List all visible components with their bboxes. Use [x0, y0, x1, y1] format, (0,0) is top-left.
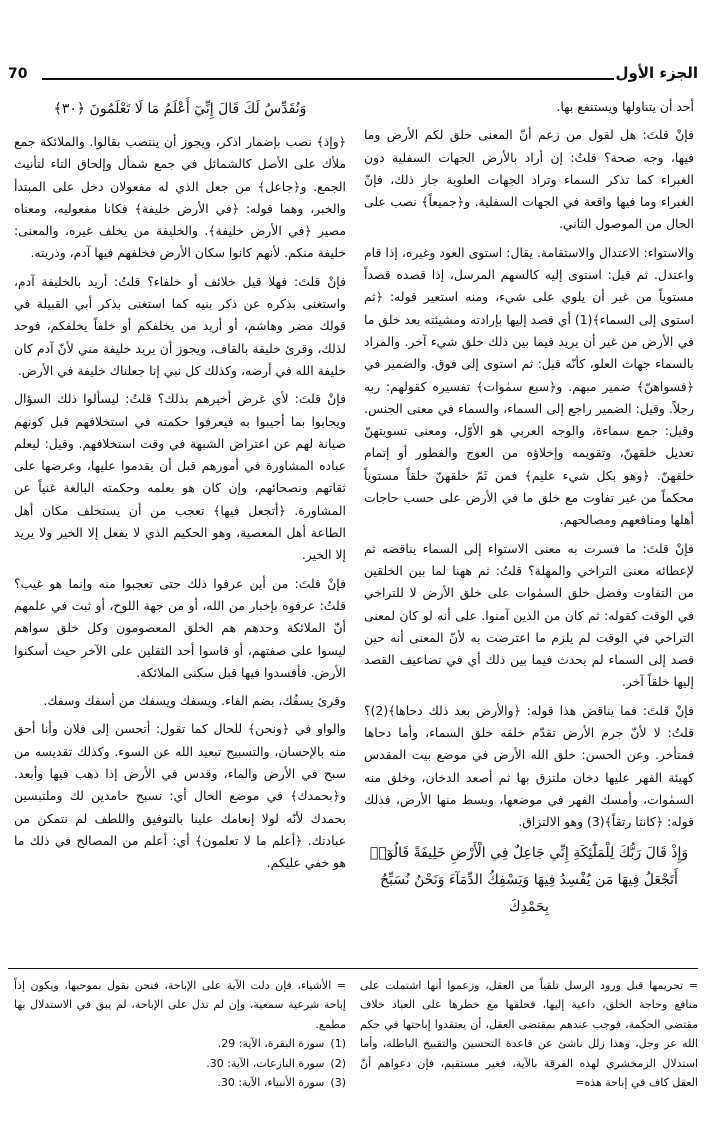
- quran-verse: وَنُقَدِّسُ لَكَ قَالَ إِنِّيٓ أَعْلَمُ مَا لَا تَعْلَمُونَ ﴿٣٠﴾: [53, 101, 307, 117]
- paragraph: فإنْ قلتَ: هل لقول من زعم أنّ المعنى خلق لكم الأرض وما فيها، وجه صحة؟ قلتُ: إن أراد بالأرض الجهات السفلية دون الغبراء كما تذكر السماء وتراد الجهات العلوية جاز ذلك، فإنّ الغبراء وما فيها واقعة في الجهات السفلية. و﴿جميعاً﴾ نصب على الحال من الموصول الثاني.: [364, 127, 694, 232]
- paragraph: فإنْ قلتَ: لأي غرض أخبرهم بذلك؟ قلتُ: ليسألوا ذلك السؤال ويجابوا بما أجيبوا به فيعرفوا حكمته في استخلافهم قبل كونهم صيانة لهم عن اعتراض الشبهة في وقت استخلافهم. وقيل: ليعلم عباده المشاورة في أمورهم قبل أن يقدموا عليها، وعرضها على ثقاتهم ونصحائهم، وإن كان هو بعلمه وحكمته البالغة غنياً عن المشاورة. ﴿أتجعل فيها﴾ تعجب من أن يستخلف مكان أهل الطاعة أهل المعصية، وهو الحكيم الذي لا يفعل إلا الخير ولا يريد إلا الخير.: [14, 391, 346, 563]
- footnote-ref-text: سورة النازعات، الآية: 30.: [206, 1056, 325, 1070]
- footnote-left: [14, 976, 346, 1092]
- paragraph: والاستواء: الاعتدال والاستقامة. يقال: استوى العود وغيره، إذا قام واعتدل. ثم قيل: استوى إليه كالسهم المرسل، إذا قصده قصداً مستوياً من غير أن يلوي على شيء، ومنه استعير قوله: ﴿ثم استوى إلى السماء﴾(1) أي قصد إليها بإرادته ومشيئته بعد خلق ما في الأرض من غير أن يريد فيما بين ذلك خلق شيء آخر. والمراد بالسماء جهات العلو، كأنّه قيل: ثم استوى إلى فوق. والضمير في ﴿فسواهنّ﴾ ضمير مبهم. و﴿سبع سمٰوات﴾ تفسيره كقولهم: ربه رجلاً. وقيل: الضمير راجع إلى السماء، والسماء في معنى الجنس. وقيل: جمع سماءة، والوجه العربي هو الأوّل، ومعنى تسويتهنّ تعديل خلقهنّ، وتقويمه وإخلاؤه من العوج والفطور أو إتمام خلقهنّ. ﴿وهو بكل شيء عليم﴾ فمن ثَمّ خلقهنّ خلقاً مستوياً محكماً من غير تفاوت مع خلق ما في الأرض على حسب حاجات أهلها ومنافعهم ومصالحهم.: [364, 244, 694, 528]
- paragraph: فإنْ قلتَ: من أين عرفوا ذلك حتى تعجبوا منه وإنما هو غيب؟ قلتُ: عرفوه بإخبار من الله، أو من جهة اللوح، أو ثبت في علمهم أنّ الملائكة وحدهم هم الخلق المعصومون وكل خلق سواهم ليسوا على صفتهم، أو قاسوا أحد الثقلين على الآخر حيث أسكنوا الأرض. فأفسدوا فيها قبل سكنى الملائكة.: [14, 575, 346, 680]
- footnote-number: (1): [330, 1037, 346, 1051]
- page-header: [8, 64, 698, 86]
- footnote-ref: [14, 1034, 346, 1053]
- paragraph: والواو في ﴿ونحن﴾ للحال كما تقول: أتحسن إلى فلان وأنا أحق منه بالإحسان، والتسبيح تبعيد الله عن السوء. وكذلك تقديسه من سبح في الأرض والماء، وقدس في الأرض إذا ذهب فيها وأبعد. و﴿بحمدك﴾ في موضع الحال أي: نسبح حامدين لك وملتبسين بحمدك لأنّه لولا إنعامك علينا بالتوفيق واللطف لم نتمكن من عبادتك. ﴿أعلم ما لا تعلمون﴾ أي: أعلم من المصالح في ذلك ما هو خفي عليكم.: [14, 721, 346, 871]
- right-column: [364, 96, 694, 954]
- paragraph: وقرئ يسفُك، بضم الفاء. ويسفك ويسفك من أسفك وسفك.: [43, 693, 346, 709]
- footnote-text: = تحريمها قبل ورود الرسل تلقياً من العقل، وزعموا أنها اشتملت على منافع وحاجة الخلق، داعية إليها، فحلقها مع خطرها على العباد خلاف مقتضى الحكمة، فوجب عندهم بمقتضى العقل، أن يعتقدوا إباحتها في حكم الله عز وجل، وهذا زلل ناشئ عن قاعدة التحسين والتقبيح الباطلة، وأما استدلال الزمخشري لهذه الفرقة بالآية، فغير مستقيم، فإن دعواهم أنّ العقل كاف في إباحة هذه=: [360, 979, 698, 1090]
- footnote-divider: [8, 968, 698, 969]
- page-number: 70: [8, 66, 28, 82]
- paragraph: فإنْ قلتَ: فما يناقض هذا قوله: ﴿والأرض بعد ذلك دحاها﴾(2)؟ قلتُ: لا لأنّ جرم الأرض تقدّم خلقه خلق السماء، وأما دحاها فمتأخر. وعن الحسن: خلق الله الأرض في موضع بيت المقدس كهيئة الفهر عليها دخان ملتزق بها ثم أصعد الدخان، وخلق منه السمٰوات، وأمسك الفهر في موضعها، وبسط منها الأرض، فذلك قوله: ﴿كانتا رتقاً﴾(3) وهو الالتزاق.: [364, 702, 694, 830]
- footnote-right: [360, 976, 698, 1092]
- paragraph: ﴿وإذ﴾ نصب بإضمار اذكر، ويجوز أن ينتصب بقالوا. والملائكة جمع ملأك على الأصل كالشمائل في جمع شمأل وإلحاق التاء لتأنيث الجمع. و﴿جاعل﴾ من جعل الذي له مفعولان دخل على المبتدأ والخبر، وهما قوله: ﴿في الأرض خليفة﴾ فكانا مفعوليه، ومعناه مصير ﴿في الأرض خليفة﴾. والخليفة من يخلف غيره، والمعنى: خليفة منكم. لأنهم كانوا سكان الأرض فخلفهم فيها آدم، وذريته.: [14, 134, 346, 261]
- footnote-continuation: = الأشياء، فإن دلت الآية على الإباحة، فنحن نقول بموجبها، ويكون إذاً إباحة شرعية سمعية، وإن لم تدل على الإباحة، لم يبق في الاستدلال بها مطمع.: [14, 979, 346, 1031]
- header-rule: [42, 78, 614, 80]
- footnote-ref: [14, 1073, 346, 1092]
- footnote-ref-text: سورة البقرة، الآية: 29.: [217, 1037, 325, 1051]
- footnote-number: (2): [330, 1056, 346, 1070]
- left-column: [14, 96, 346, 934]
- paragraph: أحد أن يتناولها ويستنفع بها.: [556, 99, 694, 114]
- footnote-ref: [14, 1054, 346, 1073]
- footnote-number: (3): [330, 1076, 346, 1090]
- running-title: الجزء الأول: [615, 64, 698, 82]
- quran-verse: وَإِذْ قَالَ رَبُّكَ لِلْمَلَٰٓئِكَةِ إِنِّي جَاعِلٌ فِي الْأَرْضِ خَلِيفَةً قَالُوٓا۟ أَتَجْعَلُ فِيهَا مَن يُفْسِدُ فِيهَا وَيَسْفِكُ الدِّمَآءَ وَنَحْنُ نُسَبِّحُ بِحَمْدِكَ: [369, 844, 689, 915]
- paragraph: فإنْ قلتَ: فهلا قيل خلائف أو خلفاء؟ قلتُ: أريد بالخليفة آدم، واستغنى بذكره عن ذكر بنيه كما استغنى بذكر أبي القبيلة في قولك مضر وهاشم، أو أريد من يخلفكم أو خلفاً يخلفكم، فوحد لذلك، وقرئ خليقة بالقاف، ويجوز أن يريد خليفة مني لأنّ آدم كان خليفة الله في أرضه، وكذلك كل نبي إنا جعلناك خليفة في الأرض.: [14, 273, 346, 378]
- footnote-ref-text: سورة الأنبياء، الآية: 30.: [217, 1076, 325, 1090]
- paragraph: فإنْ قلتَ: ما فسرت به معنى الاستواء إلى السماء يناقضه ثم لإعطائه معنى التراخي والمهلة؟ قلتُ: ثم ههنا لما بين الخلقين من التفاوت وفضل خلق السمٰوات على خلق الأرض لا للتراخي في الوقت كقوله: ثم كان من الذين آمنوا. على أنه لو كان لمعنى التراخي في الوقت لم يلزم ما اعترضت به لأنّ المعنى أنه حين قصد إلى السماء لم يحدث فيما بين ذلك أي في تضاعيف القصد إليها خلقاً آخر.: [364, 540, 694, 690]
